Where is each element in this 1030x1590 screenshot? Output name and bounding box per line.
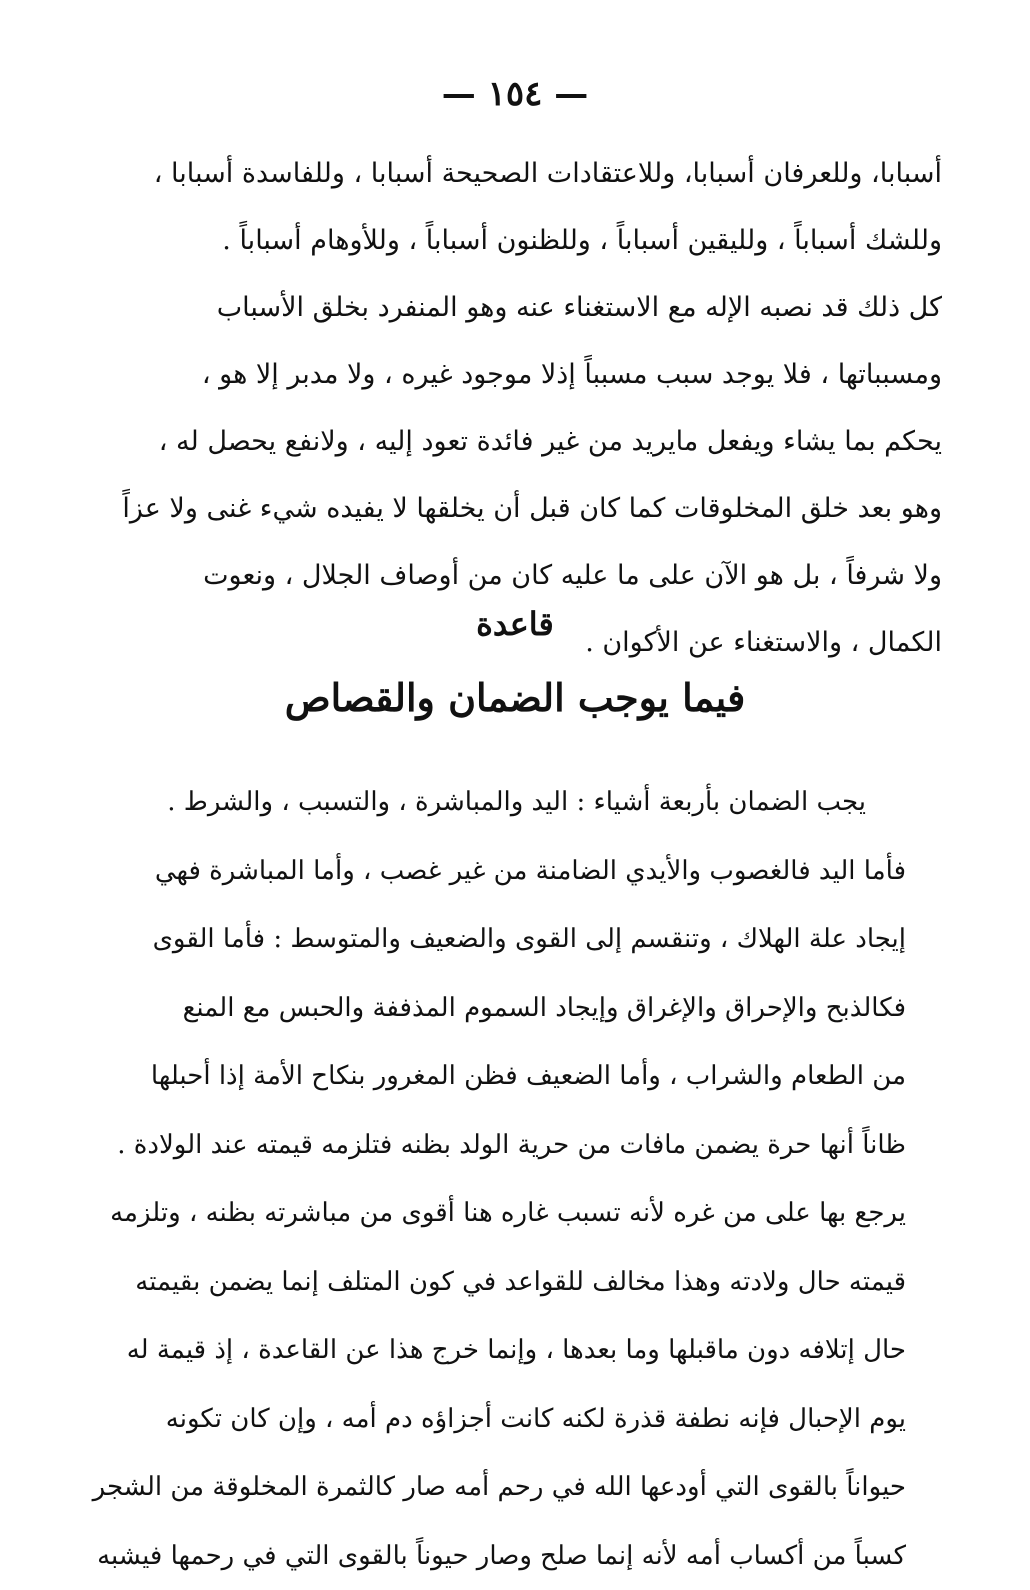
text-line: يحكم بما يشاء ويفعل مايريد من غير فائدة تعود إليه ، ولانفع يحصل له ، <box>208 408 942 475</box>
text-line: ومسبباتها ، فلا يوجد سبب مسبباً إذلا موجود غيره ، ولا مدبر إلا هو ، <box>208 341 942 408</box>
paragraph-causes <box>208 140 942 676</box>
text-line: الكمال ، والاستغناء عن الأكوان . <box>208 609 942 676</box>
text-line: يوم الإحبال فإنه نطفة قذرة لكنه كانت أجزاؤه دم أمه ، وإن كان تكونه <box>176 1385 906 1454</box>
text-line: فكالذبح والإحراق والإغراق وإيجاد السموم المذففة والحبس مع المنع <box>176 974 906 1043</box>
text-line: حيواناً بالقوى التي أودعها الله في رحم أمه صار كالثمرة المخلوقة من الشجر <box>176 1453 906 1522</box>
page-number: — ١٥٤ — <box>0 74 1030 114</box>
section-title: فيما يوجب الضمان والقصاص <box>0 675 1030 720</box>
text-line: أسبابا، وللعرفان أسبابا، وللاعتقادات الصحيحة أسبابا ، وللفاسدة أسبابا ، <box>208 140 942 207</box>
text-line: كسباً من أكساب أمه لأنه إنما صلح وصار حيوناً بالقوى التي في رحمها فيشبه <box>176 1522 906 1590</box>
text-line: إيجاد علة الهلاك ، وتنقسم إلى القوى والضعيف والمتوسط : فأما القوى <box>176 905 906 974</box>
paragraph-liability <box>176 768 906 1590</box>
text-line: قيمته حال ولادته وهذا مخالف للقواعد في كون المتلف إنما يضمن بقيمته <box>176 1248 906 1317</box>
text-line: من الطعام والشراب ، وأما الضعيف فظن المغرور بنكاح الأمة إذا أحبلها <box>176 1042 906 1111</box>
text-line: يجب الضمان بأربعة أشياء : اليد والمباشرة ، والتسبب ، والشرط . <box>176 768 906 837</box>
text-line: فأما اليد فالغصوب والأيدي الضامنة من غير غصب ، وأما المباشرة فهي <box>176 837 906 906</box>
section-heading-rule: قاعدة <box>0 605 1030 643</box>
text-line: كل ذلك قد نصبه الإله مع الاستغناء عنه وهو المنفرد بخلق الأسباب <box>208 274 942 341</box>
text-line: يرجع بها على من غره لأنه تسبب غاره هنا أقوى من مباشرته بظنه ، وتلزمه <box>176 1179 906 1248</box>
text-line: حال إتلافه دون ماقبلها وما بعدها ، وإنما خرج هذا عن القاعدة ، إذ قيمة له <box>176 1316 906 1385</box>
text-line: ظاناً أنها حرة يضمن مافات من حرية الولد بظنه فتلزمه قيمته عند الولادة . <box>176 1111 906 1180</box>
text-line: ولا شرفاً ، بل هو الآن على ما عليه كان من أوصاف الجلال ، ونعوت <box>208 542 942 609</box>
text-line: وللشك أسباباً ، ولليقين أسباباً ، وللظنون أسباباً ، وللأوهام أسباباً . <box>208 207 942 274</box>
text-line: وهو بعد خلق المخلوقات كما كان قبل أن يخلقها لا يفيده شيء غنى ولا عزاً <box>208 475 942 542</box>
